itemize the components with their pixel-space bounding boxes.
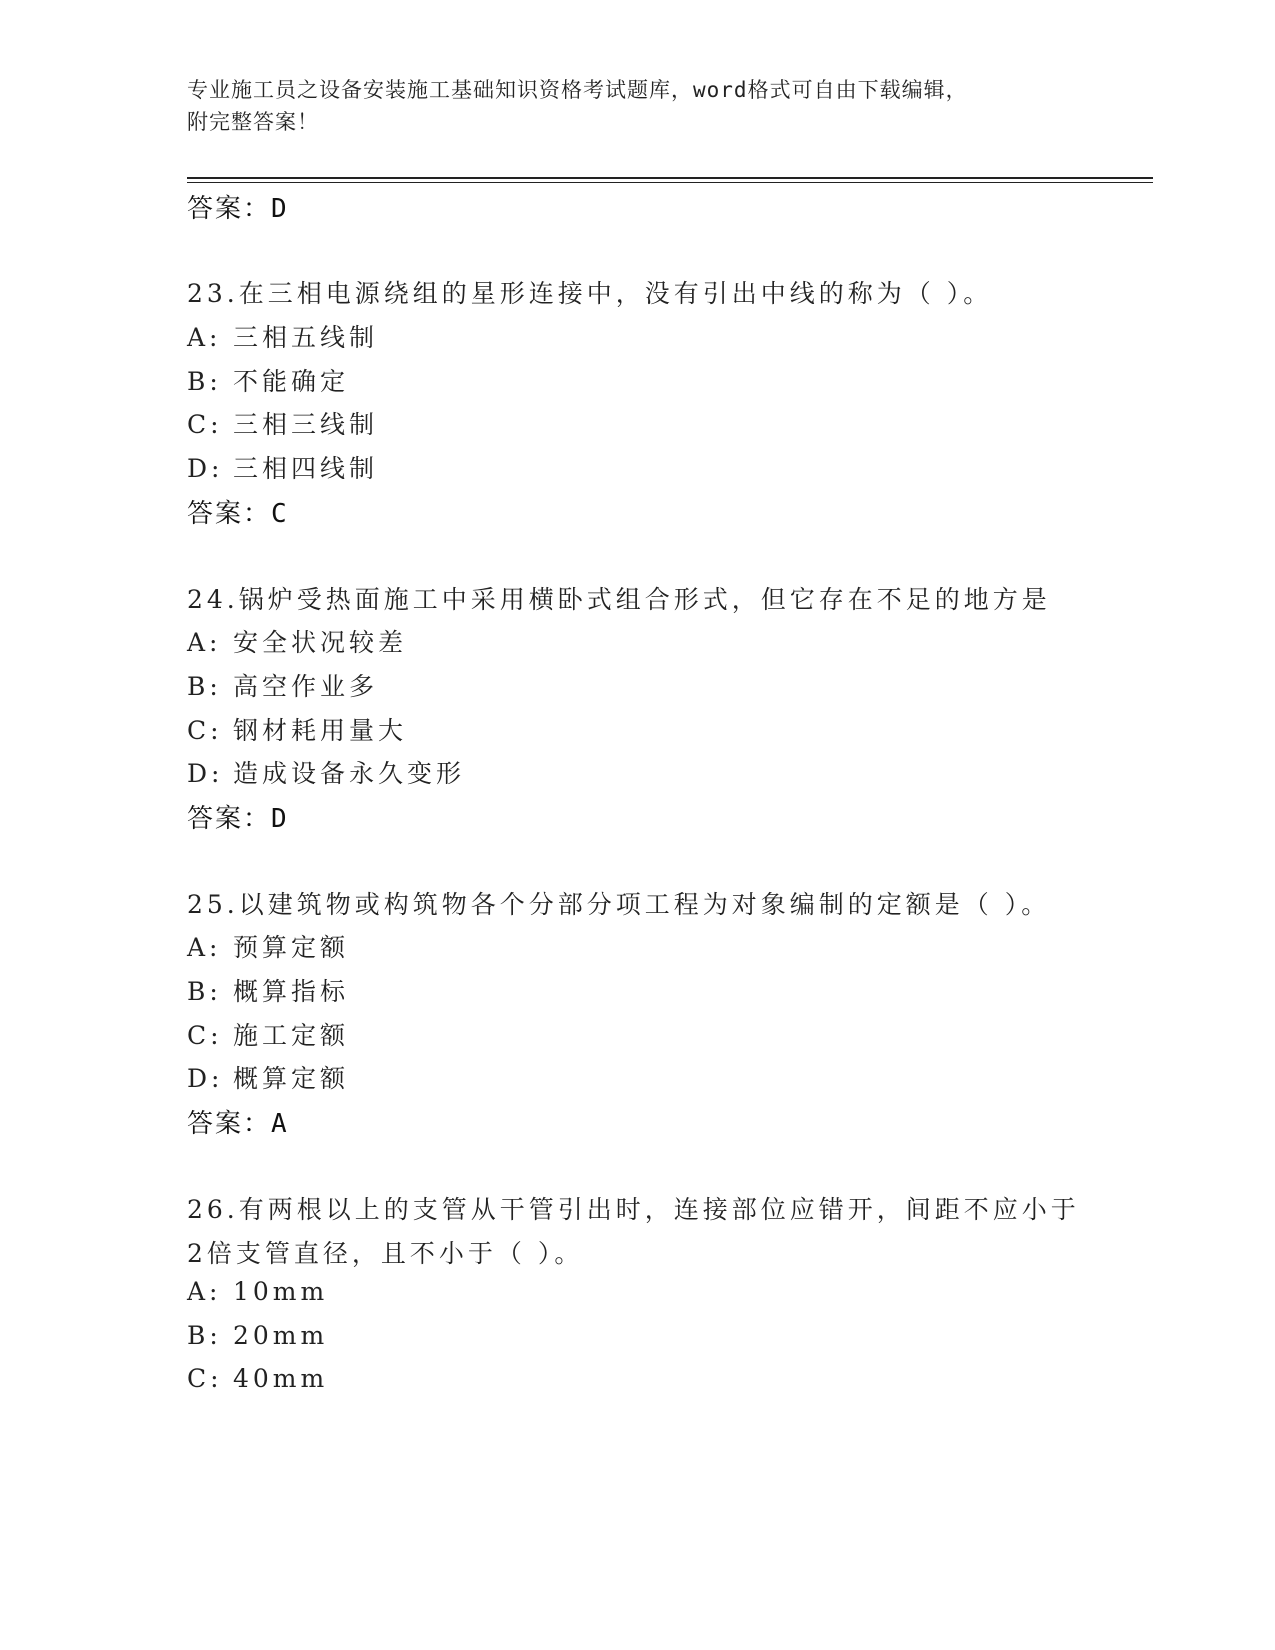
option-text: 安全状况较差 bbox=[233, 628, 408, 657]
option-key: C: bbox=[187, 1021, 223, 1050]
question-26-option-b bbox=[187, 1321, 328, 1350]
option-text: 钢材耗用量大 bbox=[233, 716, 408, 745]
question-24-answer: 答案：D bbox=[187, 804, 289, 834]
header-divider-thin bbox=[187, 182, 1153, 183]
option-text: 三相三线制 bbox=[233, 410, 379, 439]
question-23-option-a bbox=[187, 318, 378, 354]
previous-answer: 答案：D bbox=[187, 194, 289, 224]
option-key: B: bbox=[187, 1321, 222, 1350]
question-23-answer: 答案：C bbox=[187, 499, 289, 529]
question-26-option-c bbox=[187, 1364, 328, 1393]
option-text: 预算定额 bbox=[233, 933, 350, 962]
question-23-option-b bbox=[187, 362, 349, 398]
option-text: 概算指标 bbox=[233, 977, 350, 1006]
option-key: A: bbox=[187, 628, 222, 657]
option-key: D: bbox=[187, 1064, 224, 1093]
option-text: 高空作业多 bbox=[233, 672, 379, 701]
option-key: B: bbox=[187, 672, 222, 701]
question-26-option-a bbox=[187, 1277, 328, 1306]
question-25-option-b bbox=[187, 972, 349, 1008]
option-text: 三相五线制 bbox=[233, 323, 379, 352]
question-25-stem: 25.以建筑物或构筑物各个分部分项工程为对象编制的定额是（ ）。 bbox=[187, 890, 1051, 919]
option-text: 40mm bbox=[233, 1364, 329, 1393]
document-header bbox=[187, 74, 1087, 138]
option-text: 概算定额 bbox=[233, 1064, 350, 1093]
option-key: B: bbox=[187, 367, 222, 396]
question-25-option-d bbox=[187, 1059, 349, 1095]
question-24-option-a bbox=[187, 623, 407, 659]
option-key: C: bbox=[187, 410, 223, 439]
header-title-line: 专业施工员之设备安装施工基础知识资格考试题库，word格式可自由下载编辑， bbox=[187, 78, 968, 102]
question-23-option-d bbox=[187, 449, 378, 485]
option-key: D: bbox=[187, 759, 224, 788]
option-text: 10mm bbox=[233, 1277, 329, 1306]
option-key: A: bbox=[187, 1277, 222, 1306]
question-25-answer: 答案：A bbox=[187, 1109, 289, 1139]
option-text: 造成设备永久变形 bbox=[233, 759, 466, 788]
option-text: 20mm bbox=[233, 1321, 329, 1350]
question-25-option-a bbox=[187, 928, 349, 964]
question-24-option-c bbox=[187, 711, 407, 747]
option-text: 不能确定 bbox=[233, 367, 350, 396]
question-26-stem: 26.有两根以上的支管从干管引出时，连接部位应错开，间距不应小于 bbox=[187, 1195, 1080, 1224]
question-26-stem-continued: 2倍支管直径，且不小于（ ）。 bbox=[187, 1239, 584, 1268]
question-24-option-b bbox=[187, 667, 378, 703]
option-text: 三相四线制 bbox=[233, 454, 379, 483]
option-key: C: bbox=[187, 716, 223, 745]
question-25-option-c bbox=[187, 1016, 349, 1052]
option-key: C: bbox=[187, 1364, 223, 1393]
option-text: 施工定额 bbox=[233, 1021, 350, 1050]
question-23-stem: 23.在三相电源绕组的星形连接中，没有引出中线的称为（ ）。 bbox=[187, 279, 993, 308]
question-24-stem: 24.锅炉受热面施工中采用横卧式组合形式，但它存在不足的地方是 bbox=[187, 585, 1051, 614]
option-key: B: bbox=[187, 977, 222, 1006]
question-24-option-d bbox=[187, 754, 465, 790]
option-key: D: bbox=[187, 454, 224, 483]
option-key: A: bbox=[187, 323, 222, 352]
question-23-option-c bbox=[187, 405, 378, 441]
header-subtitle-line: 附完整答案！ bbox=[187, 110, 319, 134]
option-key: A: bbox=[187, 933, 222, 962]
header-divider-thick bbox=[187, 177, 1153, 179]
